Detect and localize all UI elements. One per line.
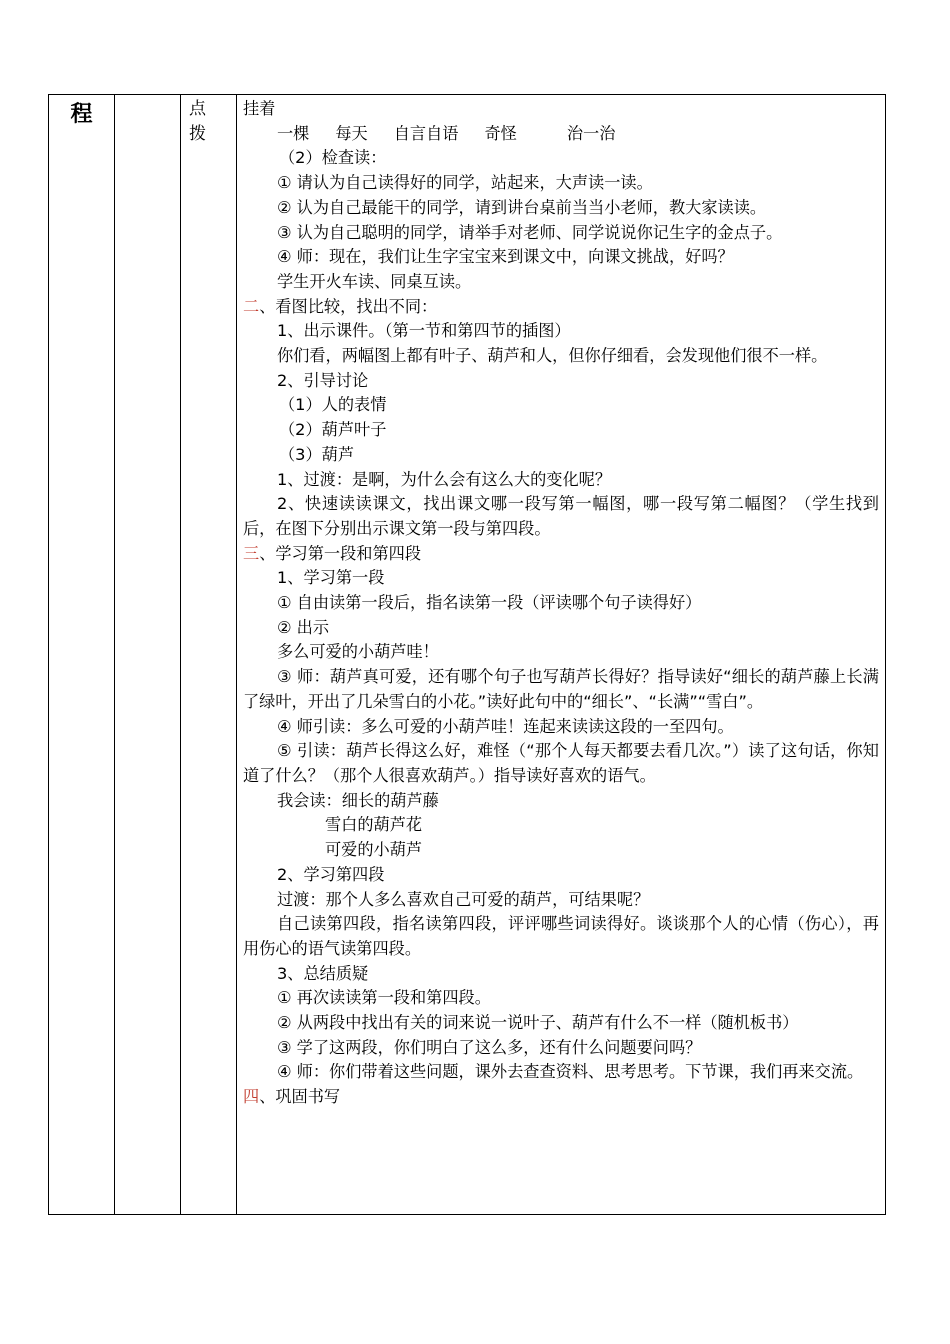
text-line: ③ 学了这两段，你们明白了这么多，还有什么问题要问吗？ [277, 1037, 702, 1057]
stage-cell [49, 95, 115, 1215]
text-line: 我会读：细长的葫芦藤 [277, 790, 439, 810]
section-heading-2 [243, 295, 879, 320]
method-label-1: 点 [189, 99, 206, 119]
empty-cell [115, 95, 181, 1215]
section-number: 三 [243, 543, 260, 563]
text-line: （2）检查读： [279, 148, 387, 168]
text-line: 过渡：那个人多么喜欢自己可爱的葫芦，可结果呢？ [277, 889, 650, 909]
text-line: （3）葫芦 [279, 444, 355, 464]
text-line: （2）葫芦叶子 [279, 420, 387, 440]
text-line: 1、过渡：是啊，为什么会有这么大的变化呢？ [277, 469, 612, 489]
text-line: ① 请认为自己读得好的同学，站起来，大声读一读。 [277, 173, 653, 193]
text-line: ② 出示 [277, 617, 330, 637]
word-item: 自言自语 [393, 123, 459, 143]
section-title: 、学习第一段和第四段 [259, 543, 422, 563]
text-line: 3、总结质疑 [277, 963, 369, 983]
text-line: （1）人的表情 [279, 395, 387, 415]
text-line: ④ 师引读：多么可爱的小葫芦哇！连起来读读这段的一至四句。 [277, 716, 734, 736]
paragraph: ④ 师：你们带着这些问题，课外去查查资料、思考思考。下节课，我们再来交流。 [277, 1062, 864, 1082]
text-line: 挂着 [243, 99, 276, 118]
section-heading-3 [243, 542, 879, 567]
text-line: 2、学习第四段 [277, 864, 385, 884]
section-number: 四 [243, 1087, 260, 1107]
text-line: 2、引导讨论 [277, 370, 369, 390]
paragraph: 你们看，两幅图上都有叶子、葫芦和人，但你仔细看，会发现他们很不一样。 [277, 346, 828, 366]
stage-label: 程 [70, 101, 93, 127]
paragraph: 自己读第四段，指名读第四段，评评哪些词读得好。谈谈那个人的心情（伤心），再用伤心的语气读第四段。 [243, 914, 879, 958]
word-item: 一棵 [277, 123, 310, 143]
paragraph: ⑤ 引读：葫芦长得这么好，难怪（“那个人每天都要去看几次。”）读了这句话，你知道了什么？（那个人很喜欢葫芦。）指导读好喜欢的语气。 [243, 741, 879, 785]
text-line: ④ 师：现在，我们让生字宝宝来到课文中，向课文挑战，好吗？ [277, 247, 734, 267]
text-line: ② 认为自己最能干的同学，请到讲台桌前当当小老师，教大家读读。 [277, 197, 767, 217]
lesson-plan-table [48, 94, 886, 1215]
content-cell [237, 95, 886, 1215]
text-line: ③ 认为自己聪明的同学，请举手对老师、同学说说你记生字的金点子。 [277, 222, 783, 242]
paragraph: ③ 师：葫芦真可爱，还有哪个句子也写葫芦长得好？指导读好“细长的葫芦藤上长满了绿叶，开出了几朵雪白的小花。”读好此句中的“细长”、“长满”“雪白”。 [243, 667, 879, 711]
paragraph: 2、快速读读课文，找出课文哪一段写第一幅图，哪一段写第二幅图？（学生找到后，在图下分别出示课文第一段与第四段。 [243, 494, 879, 538]
text-line: ① 自由读第一段后，指名读第一段（评读哪个句子读得好） [277, 593, 702, 613]
text-line: 雪白的葫芦花 [325, 815, 423, 835]
section-number: 二 [243, 296, 260, 316]
text-line: ① 再次读读第一段和第四段。 [277, 988, 491, 1008]
word-item: 治一治 [566, 123, 616, 143]
text-line: 可爱的小葫芦 [325, 840, 423, 860]
section-title: 、巩固书写 [259, 1087, 341, 1107]
word-item: 每天 [335, 123, 368, 143]
text-line: 1、出示课件。（第一节和第四节的插图） [277, 321, 571, 341]
method-cell [181, 95, 237, 1215]
word-list [243, 122, 879, 147]
section-title: 、看图比较，找出不同： [259, 296, 438, 316]
paragraph: ② 从两段中找出有关的词来说一说叶子、葫芦有什么不一样（随机板书） [277, 1013, 799, 1033]
text-line: 多么可爱的小葫芦哇！ [277, 642, 439, 662]
section-heading-4 [243, 1085, 879, 1110]
word-item: 奇怪 [484, 123, 517, 143]
text-line: 1、学习第一段 [277, 568, 385, 588]
table-row [49, 95, 886, 1215]
text-line: 学生开火车读、同桌互读。 [277, 271, 472, 291]
method-label-2: 拨 [189, 124, 206, 144]
